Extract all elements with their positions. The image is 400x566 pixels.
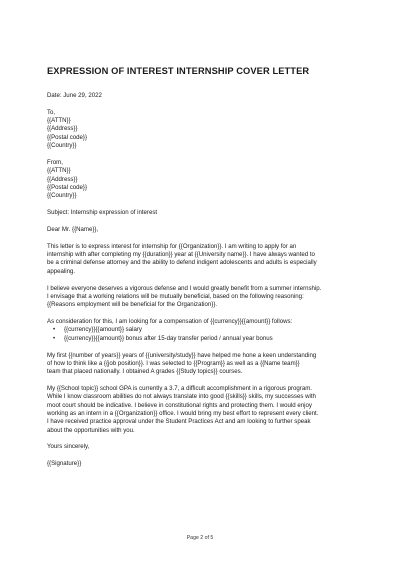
recipient-address: {{Address}} xyxy=(47,125,78,133)
paragraph-line: This letter is to express interest for internship for {{Organization}}. I am writing to apply for an xyxy=(47,242,297,250)
recipient-block xyxy=(47,109,355,150)
paragraph-line: be a criminal defense attorney and the ability to defend indigent adolescents and adults is especially xyxy=(47,259,317,267)
recipient-attn: {{ATTN}} xyxy=(47,117,71,125)
letter-body xyxy=(47,92,355,469)
list-item xyxy=(47,326,355,334)
paragraph-line: team that placed nationally. I obtained A grades {{Study topics}} courses. xyxy=(47,368,243,376)
letter-date: Date: June 29, 2022 xyxy=(47,92,102,99)
sender-attn: {{ATTN}} xyxy=(47,167,71,175)
bullet-icon: • xyxy=(53,326,56,334)
sender-label: From, xyxy=(47,158,63,166)
closing: Yours sincerely, xyxy=(47,443,90,451)
compensation-list xyxy=(47,326,355,343)
list-item-text: {{currency}}{{amount}} salary xyxy=(64,326,142,334)
paragraph-line: working as an intern in a {{Organization}} office. I would bring my best effort to represent every client. xyxy=(47,409,319,417)
paragraph-line: appealing. xyxy=(47,267,76,275)
list-item xyxy=(47,335,355,343)
sender-postal-code: {{Postal code}} xyxy=(47,183,87,191)
paragraph-experience xyxy=(47,352,355,377)
paragraph-line: about the opportunities with you. xyxy=(47,426,135,434)
recipient-label: To, xyxy=(47,108,56,116)
paragraph-compensation: As consideration for this, I am looking for a compensation of {{currency}}{{amount}} follows: xyxy=(47,318,293,326)
paragraph-line: I envisage that a working relations will be mutually beneficial, based on the following reasoning: xyxy=(47,292,304,300)
recipient-country: {{Country}} xyxy=(47,142,77,150)
paragraph-line: I believe everyone deserves a vigorous defense and I would greatly benefit from a summer internship. xyxy=(47,284,322,292)
paragraph-reasoning xyxy=(47,285,355,310)
paragraph-line: I have received practice approval under the Student Practices Act and am looking to further speak xyxy=(47,418,311,426)
paragraph-line: moot court should be indicative. I believe in constitutional rights and protecting them. I would enjoy xyxy=(47,401,312,409)
paragraph-line: internship with after completing my {{duration}} year at {{University name}}. I have always wanted to xyxy=(47,251,315,259)
paragraph-line: of how to think like a {{job position}}. I was selected to {{Program}} as well as a {{Name team}} xyxy=(47,359,300,367)
paragraph-gpa xyxy=(47,385,355,435)
paragraph-intro xyxy=(47,243,355,276)
document-title: EXPRESSION OF INTEREST INTERNSHIP COVER LETTER xyxy=(47,66,310,76)
list-item-text: {{currency}}{{amount}} bonus after 15-day transfer period / annual year bonus xyxy=(64,334,273,342)
subject-line: Subject: Internship expression of interest xyxy=(47,209,158,217)
signature-placeholder: {{Signature}} xyxy=(47,460,82,468)
paragraph-line: My {{School topic}} school GPA is currently a 3.7, a difficult accomplishment in a rigorous program. xyxy=(47,385,312,393)
sender-country: {{Country}} xyxy=(47,192,77,200)
bullet-icon: • xyxy=(53,334,56,342)
sender-address: {{Address}} xyxy=(47,175,78,183)
paragraph-line: While I know classroom abilities do not always translate into good {{skills}} skills, my successes with xyxy=(47,393,316,401)
sender-block xyxy=(47,159,355,200)
salutation: Dear Mr. {{Name}}, xyxy=(47,225,99,233)
page-number: Page 2 of 5 xyxy=(186,535,214,541)
paragraph-line: {{Reasons employment will be beneficial for the Organization}}. xyxy=(47,301,218,309)
recipient-postal-code: {{Postal code}} xyxy=(47,133,87,141)
paragraph-line: My first {{number of years}} years of {{university/study}} have helped me hone a keen understanding xyxy=(47,351,317,359)
